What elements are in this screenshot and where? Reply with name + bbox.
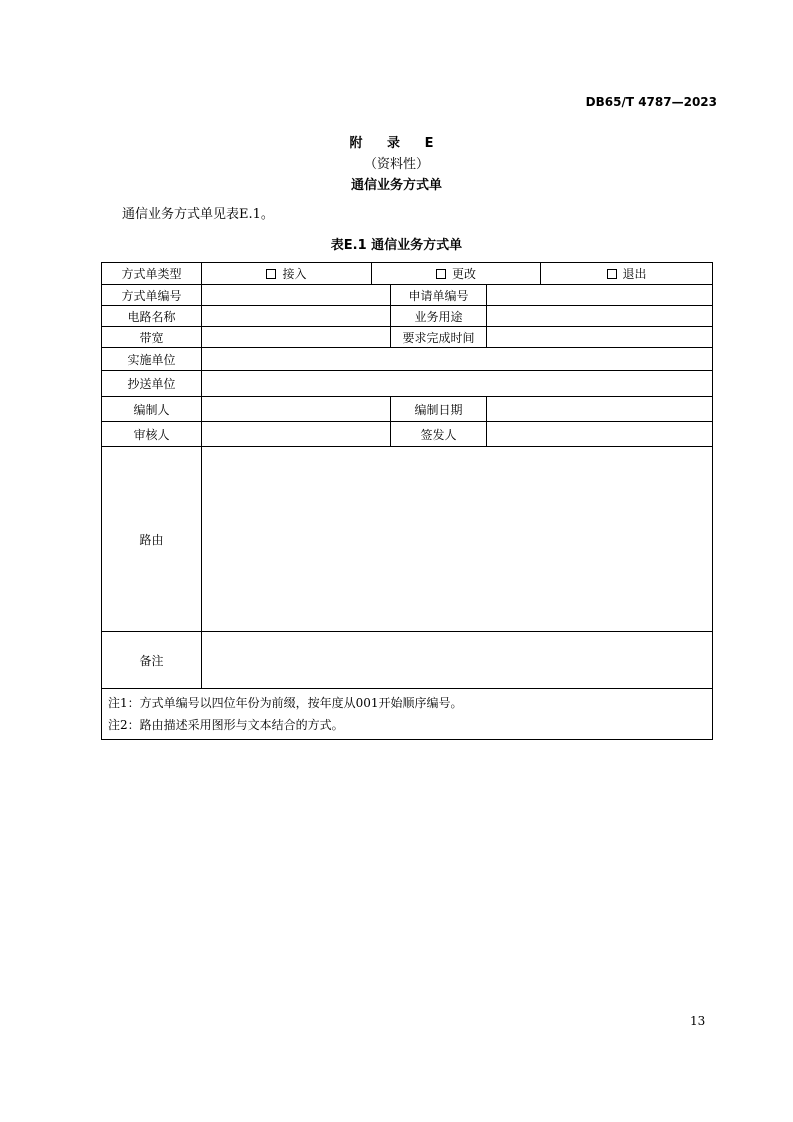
remarks-field[interactable]	[202, 632, 713, 689]
order-number-field[interactable]	[202, 285, 391, 306]
preparer-field[interactable]	[202, 397, 391, 422]
row-reviewer	[102, 422, 713, 447]
deadline-label: 要求完成时间	[391, 327, 487, 348]
request-number-label: 申请单编号	[391, 285, 487, 306]
document-code: DB65/T 4787—2023	[585, 95, 717, 109]
circuit-name-label: 电路名称	[102, 306, 202, 327]
option-modify[interactable]	[372, 263, 541, 285]
row-notes	[102, 689, 713, 740]
row-circuit	[102, 306, 713, 327]
deadline-field[interactable]	[487, 327, 713, 348]
reviewer-field[interactable]	[202, 422, 391, 447]
service-order-form	[101, 262, 713, 740]
option-modify-label: 更改	[452, 267, 477, 281]
row-implementer	[102, 348, 713, 371]
row-cc	[102, 371, 713, 397]
bandwidth-label: 带宽	[102, 327, 202, 348]
appendix-nature: （资料性）	[363, 157, 429, 172]
note-2: 注2：路由描述采用图形与文本结合的方式。	[108, 718, 344, 732]
checkbox-access[interactable]	[266, 269, 276, 279]
reviewer-label: 审核人	[102, 422, 202, 447]
issuer-label: 签发人	[391, 422, 487, 447]
route-field[interactable]	[202, 447, 713, 632]
page-number: 13	[690, 1014, 706, 1028]
prep-date-label: 编制日期	[391, 397, 487, 422]
row-route	[102, 447, 713, 632]
intro-paragraph: 通信业务方式单见表E.1。	[122, 207, 274, 222]
implementer-field[interactable]	[202, 348, 713, 371]
row-remarks	[102, 632, 713, 689]
remarks-label: 备注	[102, 632, 202, 689]
note-1: 注1：方式单编号以四位年份为前缀，按年度从001开始顺序编号。	[108, 696, 463, 710]
order-type-label: 方式单类型	[102, 263, 202, 285]
row-order-number	[102, 285, 713, 306]
notes-cell	[102, 689, 713, 740]
request-number-field[interactable]	[487, 285, 713, 306]
circuit-name-field[interactable]	[202, 306, 391, 327]
row-bandwidth	[102, 327, 713, 348]
option-exit[interactable]	[541, 263, 713, 285]
bandwidth-field[interactable]	[202, 327, 391, 348]
appendix-name: 通信业务方式单	[350, 178, 442, 193]
cc-field[interactable]	[202, 371, 713, 397]
cc-label: 抄送单位	[102, 371, 202, 397]
row-preparer	[102, 397, 713, 422]
prep-date-field[interactable]	[487, 397, 713, 422]
appendix-title: 附 录 E	[349, 136, 444, 151]
checkbox-modify[interactable]	[436, 269, 446, 279]
row-order-type	[102, 263, 713, 285]
option-exit-label: 退出	[622, 267, 647, 281]
business-use-field[interactable]	[487, 306, 713, 327]
business-use-label: 业务用途	[391, 306, 487, 327]
issuer-field[interactable]	[487, 422, 713, 447]
table-caption: 表E.1 通信业务方式单	[330, 238, 463, 253]
option-access-label: 接入	[282, 267, 307, 281]
option-access[interactable]	[202, 263, 372, 285]
checkbox-exit[interactable]	[607, 269, 617, 279]
order-number-label: 方式单编号	[102, 285, 202, 306]
preparer-label: 编制人	[102, 397, 202, 422]
implementer-label: 实施单位	[102, 348, 202, 371]
route-label: 路由	[102, 447, 202, 632]
